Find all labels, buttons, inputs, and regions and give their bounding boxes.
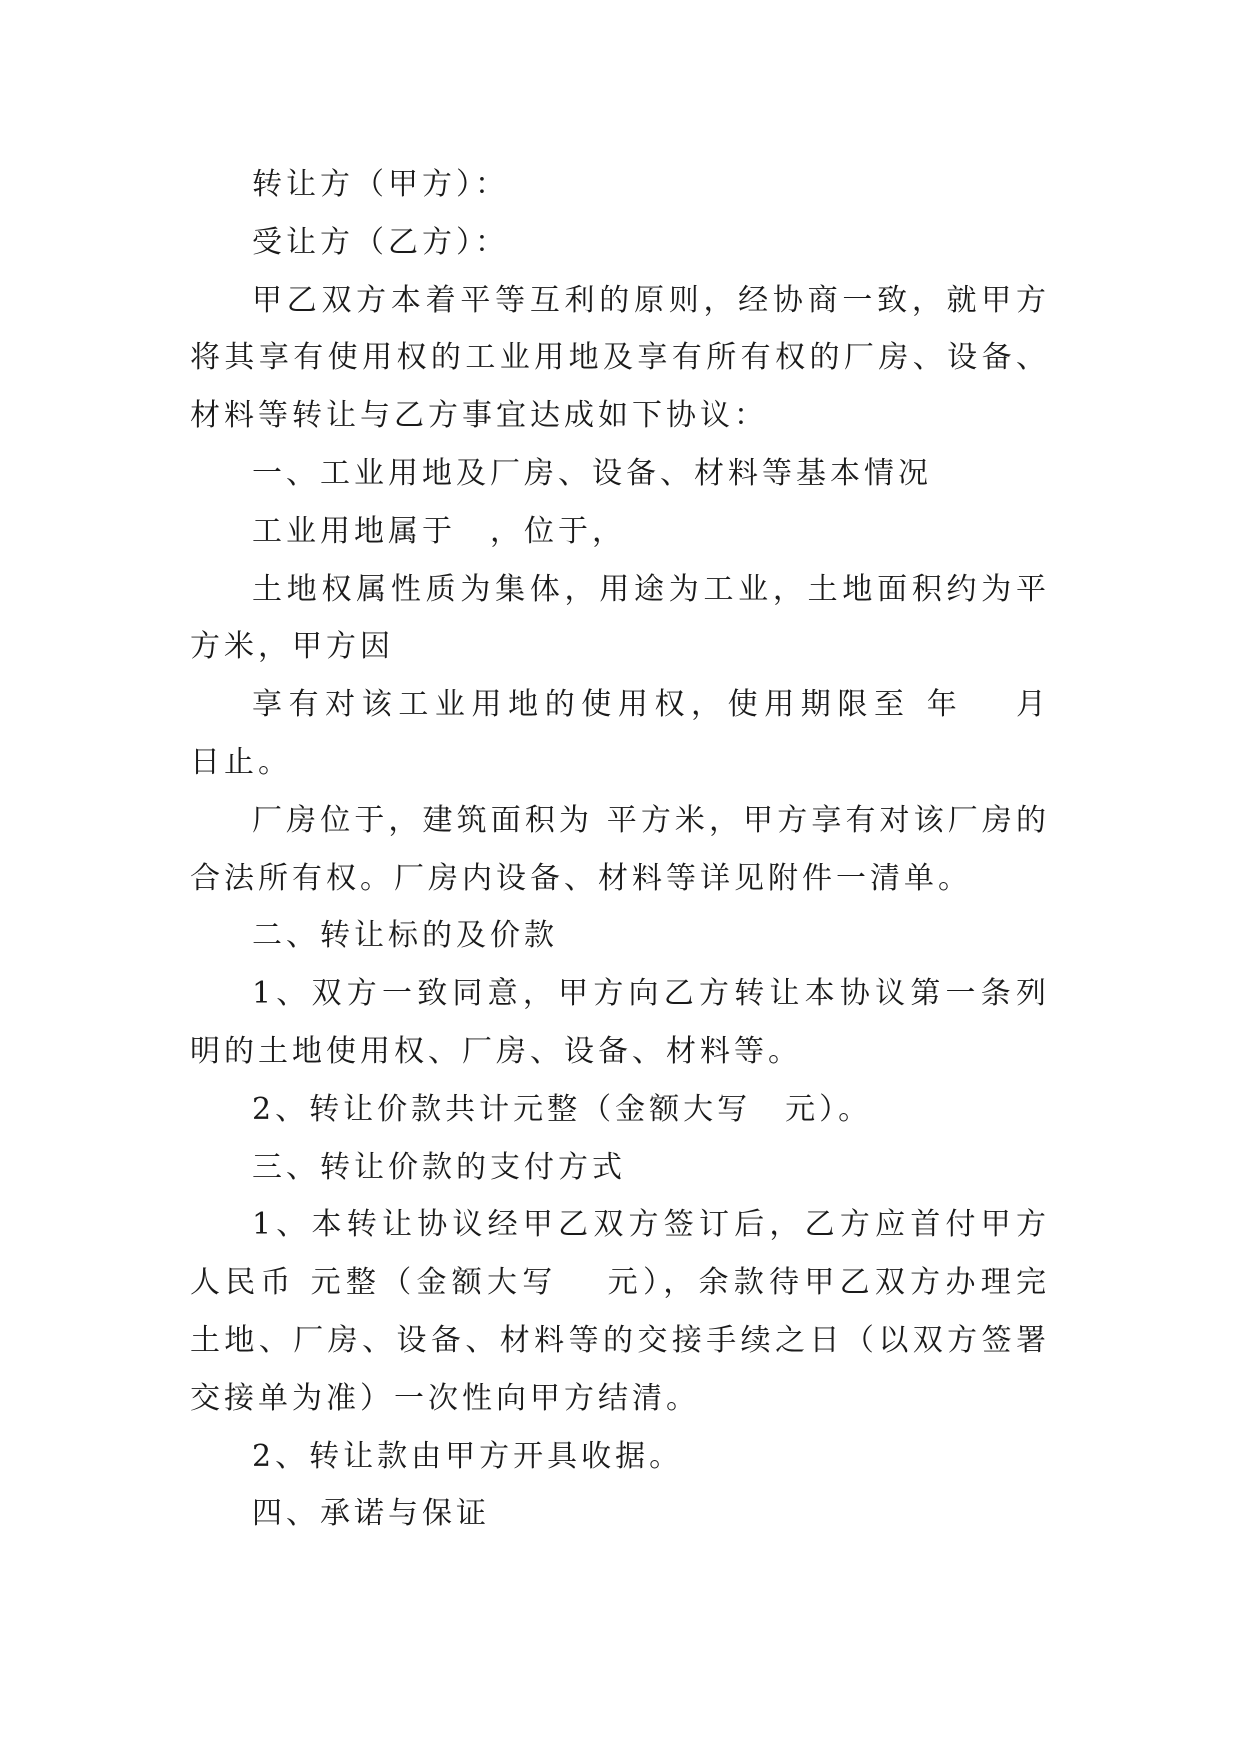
section-heading-4: 四、承诺与保证 <box>252 1496 490 1532</box>
land-ownership-paragraph: 工业用地属于 ，位于， <box>252 513 626 549</box>
transferor-line: 转让方（甲方）： <box>252 167 509 202</box>
clause-2-2: 2、转让价款共计元整（金额大写 元）。 <box>252 1091 873 1127</box>
clause-3-2: 2、转让款由甲方开具收据。 <box>252 1438 684 1474</box>
land-use-term-paragraph: 享有对该工业用地的使用权，使用期限至 年 月 日止。 <box>190 687 1098 780</box>
clause-3-1: 1、本转让协议经甲乙双方签订后，乙方应首付甲方人民币 元整（金额大写 元），余款待甲乙双方办理完土地、厂房、设备、材料等的交接手续之日（以双方签署交接单为准）一次性向甲方结清。 <box>190 1207 1050 1416</box>
preamble-paragraph: 甲乙双方本着平等互利的原则，经协商一致，就甲方将其享有使用权的工业用地及享有所有权的厂房、设备、材料等转让与乙方事宜达成如下协议： <box>190 282 1050 434</box>
section-heading-1: 一、工业用地及厂房、设备、材料等基本情况 <box>252 455 932 491</box>
clause-2-1: 1、双方一致同意，甲方向乙方转让本协议第一条列明的土地使用权、厂房、设备、材料等。 <box>190 976 1050 1069</box>
section-heading-2: 二、转让标的及价款 <box>252 918 558 954</box>
factory-paragraph: 厂房位于，建筑面积为 平方米，甲方享有对该厂房的合法所有权。厂房内设备、材料等详见附件一清单。 <box>190 802 1050 896</box>
land-nature-paragraph: 土地权属性质为集体，用途为工业，土地面积约为平方米，甲方因 <box>190 571 1050 665</box>
section-heading-3: 三、转让价款的支付方式 <box>252 1149 626 1185</box>
transferee-line: 受让方（乙方）： <box>252 224 509 260</box>
document-body <box>190 156 1098 1543</box>
